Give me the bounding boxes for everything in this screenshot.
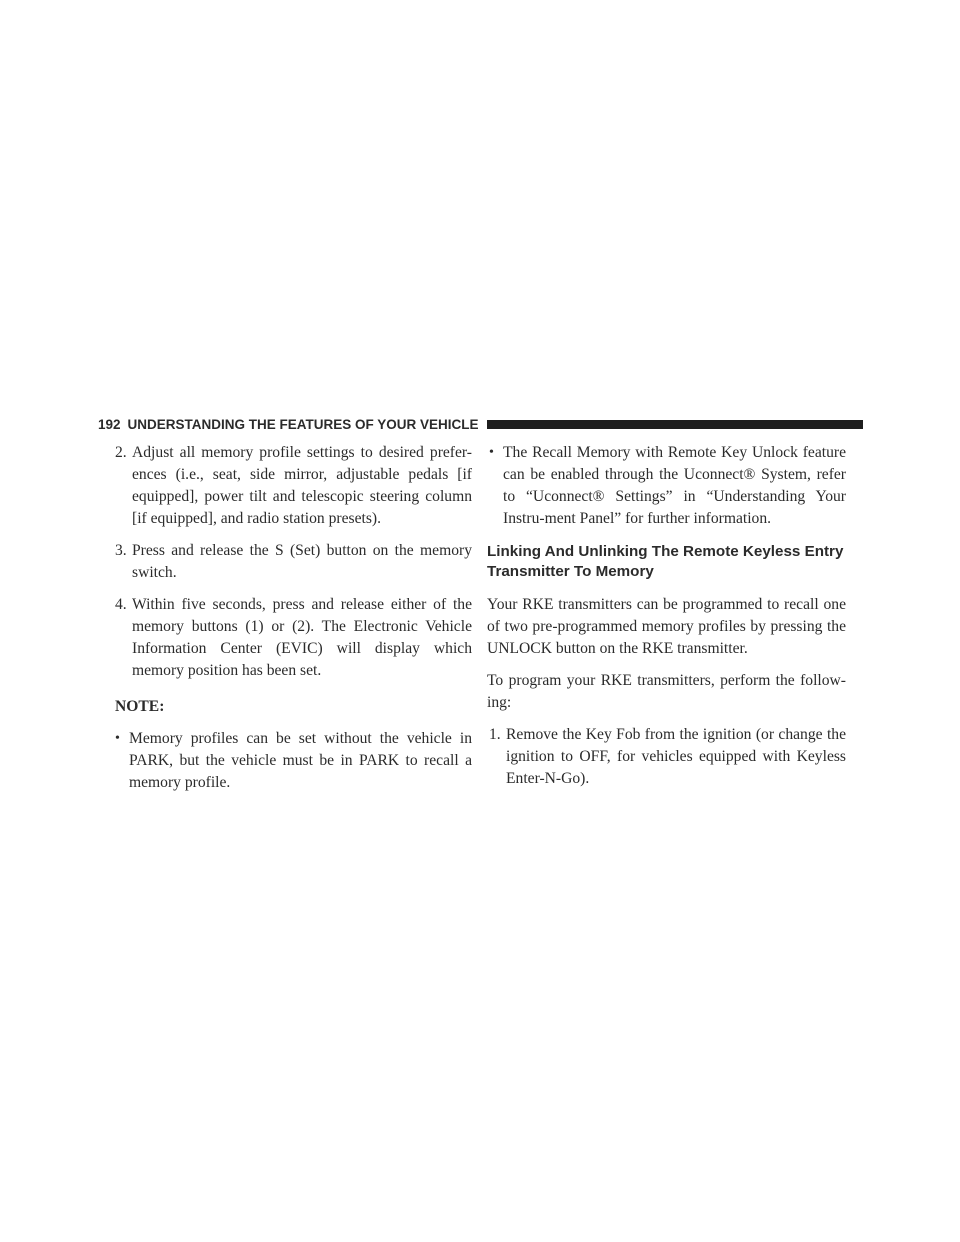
subheading: Linking And Unlinking The Remote Keyless Entry Transmitter To Memory [487,543,844,580]
bullet-icon: • [489,445,494,460]
bullet-icon: • [115,731,120,746]
right-column [489,442,846,800]
paragraph: To program your RKE transmitters, perform the follow-ing: [487,672,846,711]
step-text: Remove the Key Fob from the ignition (or change the ignition to OFF, for vehicles equipped with Keyless Enter-N-Go). [506,726,846,787]
step-text: Press and release the S (Set) button on the memory switch. [132,542,472,581]
note-label: NOTE: [115,698,165,715]
step-3 [115,540,472,584]
step-text: Adjust all memory profile settings to desired prefer-ences (i.e., seat, side mirror, adjustable pedals [if equipped], power tilt and telescopic steering column [if equipped], and radio station presets). [132,444,472,527]
step-number: 1. [489,726,501,743]
paragraph: Your RKE transmitters can be programmed to recall one of two pre-programmed memory profiles by pressing the UNLOCK button on the RKE transmitter. [487,596,846,657]
step-number: 3. [115,542,127,559]
recall-bullet-item [489,442,846,530]
bullet-text: The Recall Memory with Remote Key Unlock feature can be enabled through the Uconnect® System, refer to “Uconnect® Settings” in “Understanding Your Instru-ment Panel” for further information. [503,444,846,527]
step-number: 2. [115,444,127,461]
step-number: 4. [115,596,127,613]
page-number: 192 [98,416,121,432]
header-rule [487,420,863,429]
note-bullet-item [115,728,472,794]
step-text: Within five seconds, press and release either of the memory buttons (1) or (2). The Electronic Vehicle Information Center (EVIC) will display which memory position has been set. [132,596,472,679]
step-2 [115,442,472,530]
step-4 [115,594,472,682]
bullet-text: Memory profiles can be set without the vehicle in PARK, but the vehicle must be in PARK to recall a memory profile. [129,730,472,791]
left-column [115,442,472,804]
page-header [98,416,863,432]
step-1 [489,724,846,790]
section-title: UNDERSTANDING THE FEATURES OF YOUR VEHICLE [127,416,479,432]
